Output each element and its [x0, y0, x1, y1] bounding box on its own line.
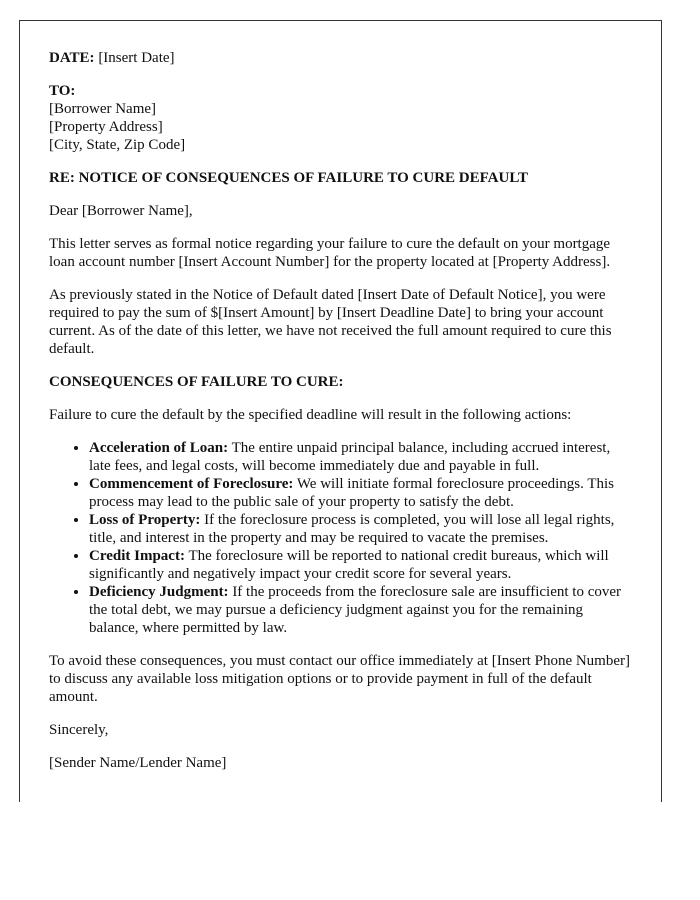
closing-paragraph: To avoid these consequences, you must contact our office immediately at [Insert Phone Number] to discuss any available loss mitigation options or to provide payment in full of the default amount. — [49, 653, 631, 705]
consequences-intro: Failure to cure the default by the specified deadline will result in the following actions: — [49, 407, 572, 423]
salutation: Dear [Borrower Name], — [49, 203, 193, 219]
list-item: • Commencement of Foreclosure: We will initiate formal foreclosure proceedings. This process may lead to the public sale of your property to satisfy the debt. — [89, 475, 633, 511]
recipient-block: TO: [Borrower Name] [Property Address] [City, State, Zip Code] — [49, 83, 186, 153]
date-line: DATE: [Insert Date] — [49, 50, 175, 66]
sender-name: [Sender Name/Lender Name] — [49, 755, 227, 771]
list-item: • Credit Impact: The foreclosure will be reported to national credit bureaus, which will significantly and negatively impact your credit score for several years. — [89, 547, 633, 583]
list-item: • Acceleration of Loan: The entire unpaid principal balance, including accrued interest, late fees, and legal costs, will become immediately due and payable in full. — [89, 439, 633, 475]
body-paragraph: As previously stated in the Notice of Default dated [Insert Date of Default Notice], you were required to pay the sum of $[Insert Amount] by [Insert Deadline Date] to bring your account current. As of the date of this letter, we have not received the full amount required to cure this default. — [49, 287, 612, 357]
subject-line: RE: NOTICE OF CONSEQUENCES OF FAILURE TO CURE DEFAULT — [49, 170, 528, 186]
body-paragraph: This letter serves as formal notice regarding your failure to cure the default on your mortgage loan account number [Insert Account Number] for the property located at [Property Address]. — [49, 236, 611, 270]
list-item: • Loss of Property: If the foreclosure process is completed, you will lose all legal rights, title, and interest in the property and may be required to vacate the premises. — [89, 511, 633, 547]
signoff: Sincerely, — [49, 722, 109, 738]
consequences-list — [49, 439, 633, 637]
letter-page — [19, 20, 662, 802]
list-item: • Deficiency Judgment: If the proceeds from the foreclosure sale are insufficient to cover the total debt, we may pursue a deficiency judgment against you for the remaining balance, where permitted by law. — [89, 583, 633, 637]
consequences-heading: CONSEQUENCES OF FAILURE TO CURE: — [49, 374, 344, 390]
